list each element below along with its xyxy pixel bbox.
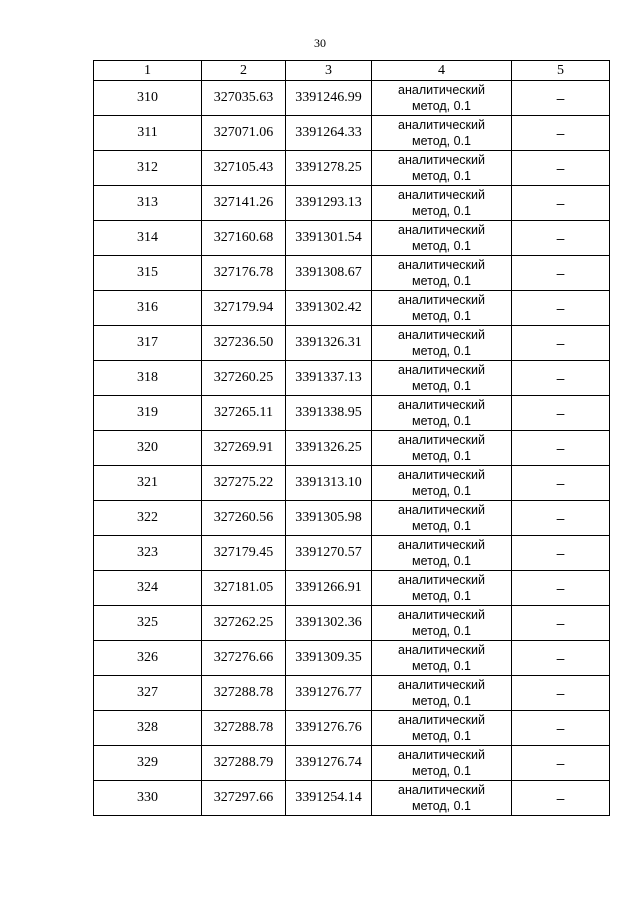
method-line-2: метод, 0.1 xyxy=(411,99,471,113)
y-coordinate-cell: 3391276.76 xyxy=(286,711,372,746)
point-number-cell: 321 xyxy=(94,466,202,501)
table-row xyxy=(94,711,610,746)
x-coordinate-cell: 327179.45 xyxy=(202,536,286,571)
method-cell xyxy=(372,81,512,116)
method-line-2: метод, 0.1 xyxy=(411,729,471,743)
x-coordinate-cell: 327181.05 xyxy=(202,571,286,606)
point-number-cell: 325 xyxy=(94,606,202,641)
method-cell xyxy=(372,571,512,606)
method-line-2: метод, 0.1 xyxy=(411,379,471,393)
note-cell: – xyxy=(512,501,610,536)
method-line-1: аналитический xyxy=(398,538,485,552)
method-line-1: аналитический xyxy=(398,118,485,132)
point-number-cell: 316 xyxy=(94,291,202,326)
y-coordinate-cell: 3391338.95 xyxy=(286,396,372,431)
method-line-2: метод, 0.1 xyxy=(411,799,471,813)
table-row xyxy=(94,361,610,396)
note-cell: – xyxy=(512,221,610,256)
method-line-2: метод, 0.1 xyxy=(411,694,471,708)
y-coordinate-cell: 3391326.31 xyxy=(286,326,372,361)
x-coordinate-cell: 327269.91 xyxy=(202,431,286,466)
x-coordinate-cell: 327275.22 xyxy=(202,466,286,501)
note-cell: – xyxy=(512,711,610,746)
method-line-2: метод, 0.1 xyxy=(411,484,471,498)
method-line-2: метод, 0.1 xyxy=(411,659,471,673)
y-coordinate-cell: 3391302.36 xyxy=(286,606,372,641)
table-body xyxy=(94,81,610,816)
table-row xyxy=(94,641,610,676)
y-coordinate-cell: 3391309.35 xyxy=(286,641,372,676)
table-header xyxy=(94,61,610,81)
method-line-1: аналитический xyxy=(398,608,485,622)
point-number-cell: 320 xyxy=(94,431,202,466)
method-line-1: аналитический xyxy=(398,363,485,377)
point-number-cell: 312 xyxy=(94,151,202,186)
point-number-cell: 329 xyxy=(94,746,202,781)
table-row xyxy=(94,536,610,571)
method-line-1: аналитический xyxy=(398,643,485,657)
note-cell: – xyxy=(512,676,610,711)
method-cell xyxy=(372,291,512,326)
column-header-1: 1 xyxy=(94,61,202,81)
note-cell: – xyxy=(512,256,610,291)
point-number-cell: 313 xyxy=(94,186,202,221)
method-line-1: аналитический xyxy=(398,293,485,307)
y-coordinate-cell: 3391278.25 xyxy=(286,151,372,186)
method-line-2: метод, 0.1 xyxy=(411,589,471,603)
y-coordinate-cell: 3391293.13 xyxy=(286,186,372,221)
note-cell: – xyxy=(512,431,610,466)
point-number-cell: 315 xyxy=(94,256,202,291)
point-number-cell: 330 xyxy=(94,781,202,816)
table-row xyxy=(94,116,610,151)
note-cell: – xyxy=(512,466,610,501)
x-coordinate-cell: 327288.78 xyxy=(202,676,286,711)
method-cell xyxy=(372,606,512,641)
note-cell: – xyxy=(512,116,610,151)
point-number-cell: 314 xyxy=(94,221,202,256)
table-row xyxy=(94,256,610,291)
y-coordinate-cell: 3391313.10 xyxy=(286,466,372,501)
method-cell xyxy=(372,221,512,256)
y-coordinate-cell: 3391326.25 xyxy=(286,431,372,466)
y-coordinate-cell: 3391270.57 xyxy=(286,536,372,571)
y-coordinate-cell: 3391264.33 xyxy=(286,116,372,151)
table-row xyxy=(94,291,610,326)
y-coordinate-cell: 3391276.74 xyxy=(286,746,372,781)
method-cell xyxy=(372,746,512,781)
method-cell xyxy=(372,501,512,536)
method-line-2: метод, 0.1 xyxy=(411,239,471,253)
x-coordinate-cell: 327105.43 xyxy=(202,151,286,186)
x-coordinate-cell: 327265.11 xyxy=(202,396,286,431)
method-line-1: аналитический xyxy=(398,433,485,447)
x-coordinate-cell: 327260.25 xyxy=(202,361,286,396)
table-row xyxy=(94,221,610,256)
note-cell: – xyxy=(512,81,610,116)
point-number-cell: 327 xyxy=(94,676,202,711)
y-coordinate-cell: 3391305.98 xyxy=(286,501,372,536)
method-cell xyxy=(372,256,512,291)
method-line-1: аналитический xyxy=(398,83,485,97)
note-cell: – xyxy=(512,536,610,571)
point-number-cell: 326 xyxy=(94,641,202,676)
table-row xyxy=(94,676,610,711)
x-coordinate-cell: 327276.66 xyxy=(202,641,286,676)
table-row xyxy=(94,186,610,221)
page-number: 30 xyxy=(314,36,326,50)
method-cell xyxy=(372,151,512,186)
method-line-1: аналитический xyxy=(398,258,485,272)
note-cell: – xyxy=(512,396,610,431)
x-coordinate-cell: 327071.06 xyxy=(202,116,286,151)
y-coordinate-cell: 3391308.67 xyxy=(286,256,372,291)
point-number-cell: 323 xyxy=(94,536,202,571)
method-line-2: метод, 0.1 xyxy=(411,624,471,638)
x-coordinate-cell: 327141.26 xyxy=(202,186,286,221)
coordinates-table xyxy=(93,60,610,816)
method-line-1: аналитический xyxy=(398,783,485,797)
x-coordinate-cell: 327176.78 xyxy=(202,256,286,291)
method-cell xyxy=(372,676,512,711)
note-cell: – xyxy=(512,781,610,816)
column-header-3: 3 xyxy=(286,61,372,81)
point-number-cell: 324 xyxy=(94,571,202,606)
method-line-1: аналитический xyxy=(398,713,485,727)
method-cell xyxy=(372,116,512,151)
x-coordinate-cell: 327288.79 xyxy=(202,746,286,781)
method-line-1: аналитический xyxy=(398,468,485,482)
method-line-2: метод, 0.1 xyxy=(411,134,471,148)
x-coordinate-cell: 327236.50 xyxy=(202,326,286,361)
column-header-4: 4 xyxy=(372,61,512,81)
table-row xyxy=(94,396,610,431)
method-line-2: метод, 0.1 xyxy=(411,764,471,778)
point-number-cell: 322 xyxy=(94,501,202,536)
table-row xyxy=(94,326,610,361)
point-number-cell: 318 xyxy=(94,361,202,396)
y-coordinate-cell: 3391246.99 xyxy=(286,81,372,116)
method-line-1: аналитический xyxy=(398,188,485,202)
method-line-1: аналитический xyxy=(398,328,485,342)
note-cell: – xyxy=(512,746,610,781)
note-cell: – xyxy=(512,361,610,396)
method-cell xyxy=(372,711,512,746)
y-coordinate-cell: 3391266.91 xyxy=(286,571,372,606)
method-cell xyxy=(372,396,512,431)
y-coordinate-cell: 3391302.42 xyxy=(286,291,372,326)
x-coordinate-cell: 327288.78 xyxy=(202,711,286,746)
method-line-1: аналитический xyxy=(398,398,485,412)
y-coordinate-cell: 3391301.54 xyxy=(286,221,372,256)
point-number-cell: 319 xyxy=(94,396,202,431)
method-cell xyxy=(372,641,512,676)
method-line-2: метод, 0.1 xyxy=(411,344,471,358)
method-line-1: аналитический xyxy=(398,503,485,517)
method-line-2: метод, 0.1 xyxy=(411,519,471,533)
point-number-cell: 311 xyxy=(94,116,202,151)
note-cell: – xyxy=(512,606,610,641)
point-number-cell: 317 xyxy=(94,326,202,361)
method-line-1: аналитический xyxy=(398,678,485,692)
table-row xyxy=(94,501,610,536)
point-number-cell: 328 xyxy=(94,711,202,746)
note-cell: – xyxy=(512,291,610,326)
header-row xyxy=(94,61,610,81)
method-line-2: метод, 0.1 xyxy=(411,274,471,288)
method-line-1: аналитический xyxy=(398,573,485,587)
method-line-2: метод, 0.1 xyxy=(411,169,471,183)
table-row xyxy=(94,571,610,606)
note-cell: – xyxy=(512,326,610,361)
method-line-1: аналитический xyxy=(398,748,485,762)
method-cell xyxy=(372,781,512,816)
method-cell xyxy=(372,431,512,466)
method-line-2: метод, 0.1 xyxy=(411,449,471,463)
column-header-2: 2 xyxy=(202,61,286,81)
method-line-1: аналитический xyxy=(398,153,485,167)
method-line-2: метод, 0.1 xyxy=(411,204,471,218)
x-coordinate-cell: 327035.63 xyxy=(202,81,286,116)
x-coordinate-cell: 327297.66 xyxy=(202,781,286,816)
table-row xyxy=(94,81,610,116)
column-header-5: 5 xyxy=(512,61,610,81)
table-row xyxy=(94,606,610,641)
note-cell: – xyxy=(512,571,610,606)
note-cell: – xyxy=(512,151,610,186)
y-coordinate-cell: 3391276.77 xyxy=(286,676,372,711)
note-cell: – xyxy=(512,641,610,676)
method-line-2: метод, 0.1 xyxy=(411,309,471,323)
y-coordinate-cell: 3391337.13 xyxy=(286,361,372,396)
x-coordinate-cell: 327160.68 xyxy=(202,221,286,256)
x-coordinate-cell: 327260.56 xyxy=(202,501,286,536)
method-cell xyxy=(372,536,512,571)
method-line-2: метод, 0.1 xyxy=(411,414,471,428)
table-row xyxy=(94,746,610,781)
table-row xyxy=(94,466,610,501)
x-coordinate-cell: 327262.25 xyxy=(202,606,286,641)
method-cell xyxy=(372,326,512,361)
method-line-2: метод, 0.1 xyxy=(411,554,471,568)
table-row xyxy=(94,151,610,186)
method-line-1: аналитический xyxy=(398,223,485,237)
method-cell xyxy=(372,186,512,221)
method-cell xyxy=(372,466,512,501)
point-number-cell: 310 xyxy=(94,81,202,116)
y-coordinate-cell: 3391254.14 xyxy=(286,781,372,816)
note-cell: – xyxy=(512,186,610,221)
x-coordinate-cell: 327179.94 xyxy=(202,291,286,326)
table-row xyxy=(94,431,610,466)
method-cell xyxy=(372,361,512,396)
table-row xyxy=(94,781,610,816)
